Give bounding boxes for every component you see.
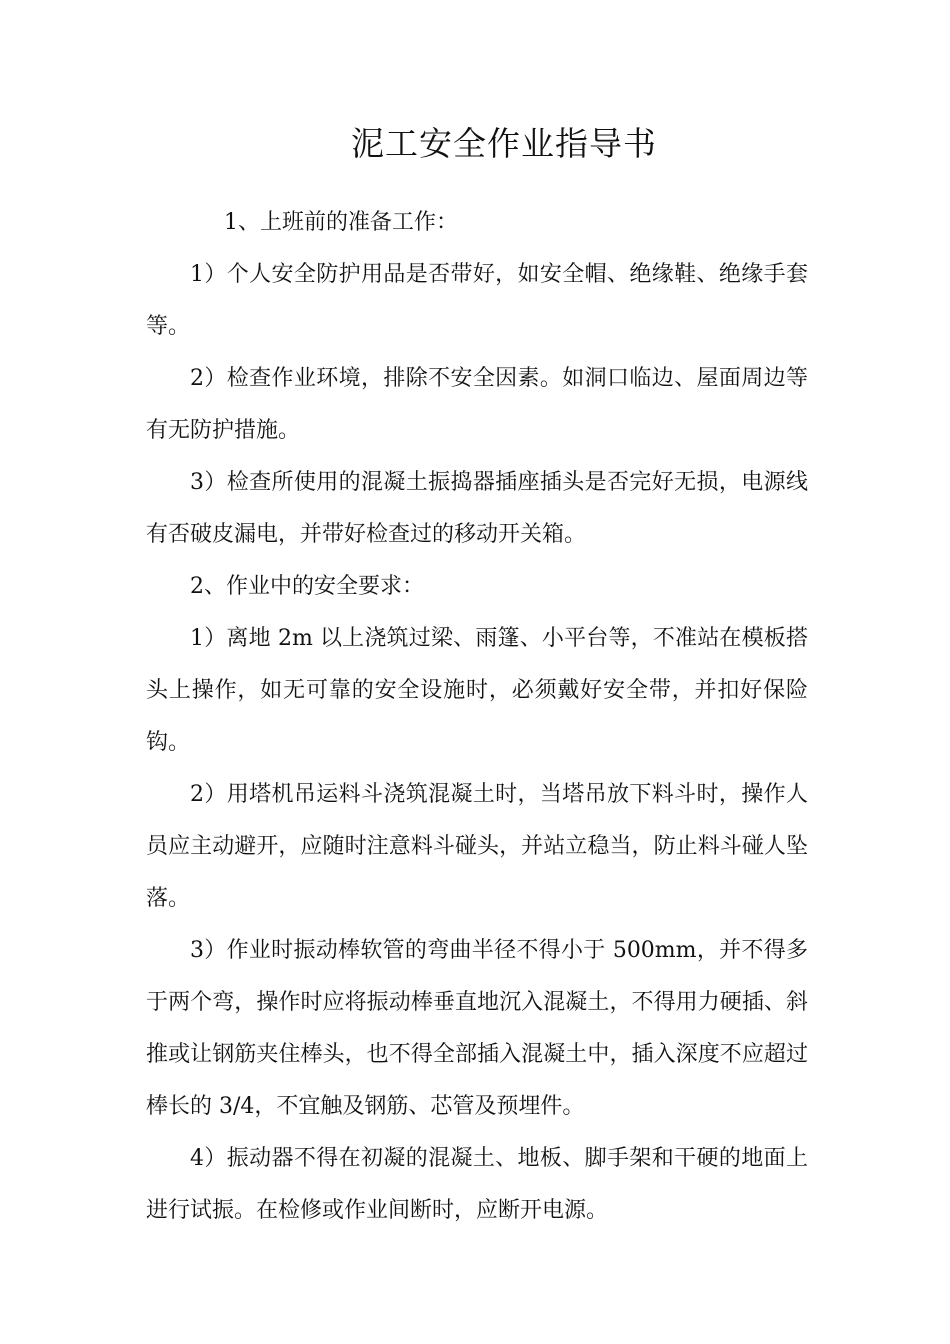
paragraph-2-3: 3）作业时振动棒软管的弯曲半径不得小于 500mm，并不得多于两个弯，操作时应将振动棒垂直地沉入混凝土，不得用力硬插、斜推或让钢筋夹住棒头，也不得全部插入混凝土中，插入深度不应超过棒长的 3/4，不宜触及钢筋、芯管及预埋件。 bbox=[146, 938, 808, 1119]
section-heading-1: 1、上班前的准备工作： bbox=[224, 210, 458, 235]
paragraph-2-1: 1）离地 2m 以上浇筑过梁、雨篷、小平台等，不准站在模板搭头上操作，如无可靠的安全设施时，必须戴好安全带，并扣好保险钩。 bbox=[146, 626, 808, 755]
paragraph-2-2: 2）用塔机吊运料斗浇筑混凝土时，当塔吊放下料斗时，操作人员应主动避开，应随时注意料斗碰头，并站立稳当，防止料斗碰人坠落。 bbox=[146, 782, 808, 911]
document-body bbox=[146, 197, 808, 1237]
paragraph-1-3: 3）检查所使用的混凝土振捣器插座插头是否完好无损，电源线有否破皮漏电，并带好检查过的移动开关箱。 bbox=[146, 470, 808, 547]
paragraph-1-1: 1）个人安全防护用品是否带好，如安全帽、绝缘鞋、绝缘手套等。 bbox=[146, 262, 808, 339]
paragraph-2-4: 4）振动器不得在初凝的混凝土、地板、脚手架和干硬的地面上进行试振。在检修或作业间断时，应断开电源。 bbox=[146, 1146, 808, 1223]
paragraph-1-2: 2）检查作业环境，排除不安全因素。如洞口临边、屋面周边等有无防护措施。 bbox=[146, 366, 808, 443]
page-title: 泥工安全作业指导书 bbox=[351, 124, 657, 163]
section-heading-2: 2、作业中的安全要求： bbox=[190, 574, 424, 599]
